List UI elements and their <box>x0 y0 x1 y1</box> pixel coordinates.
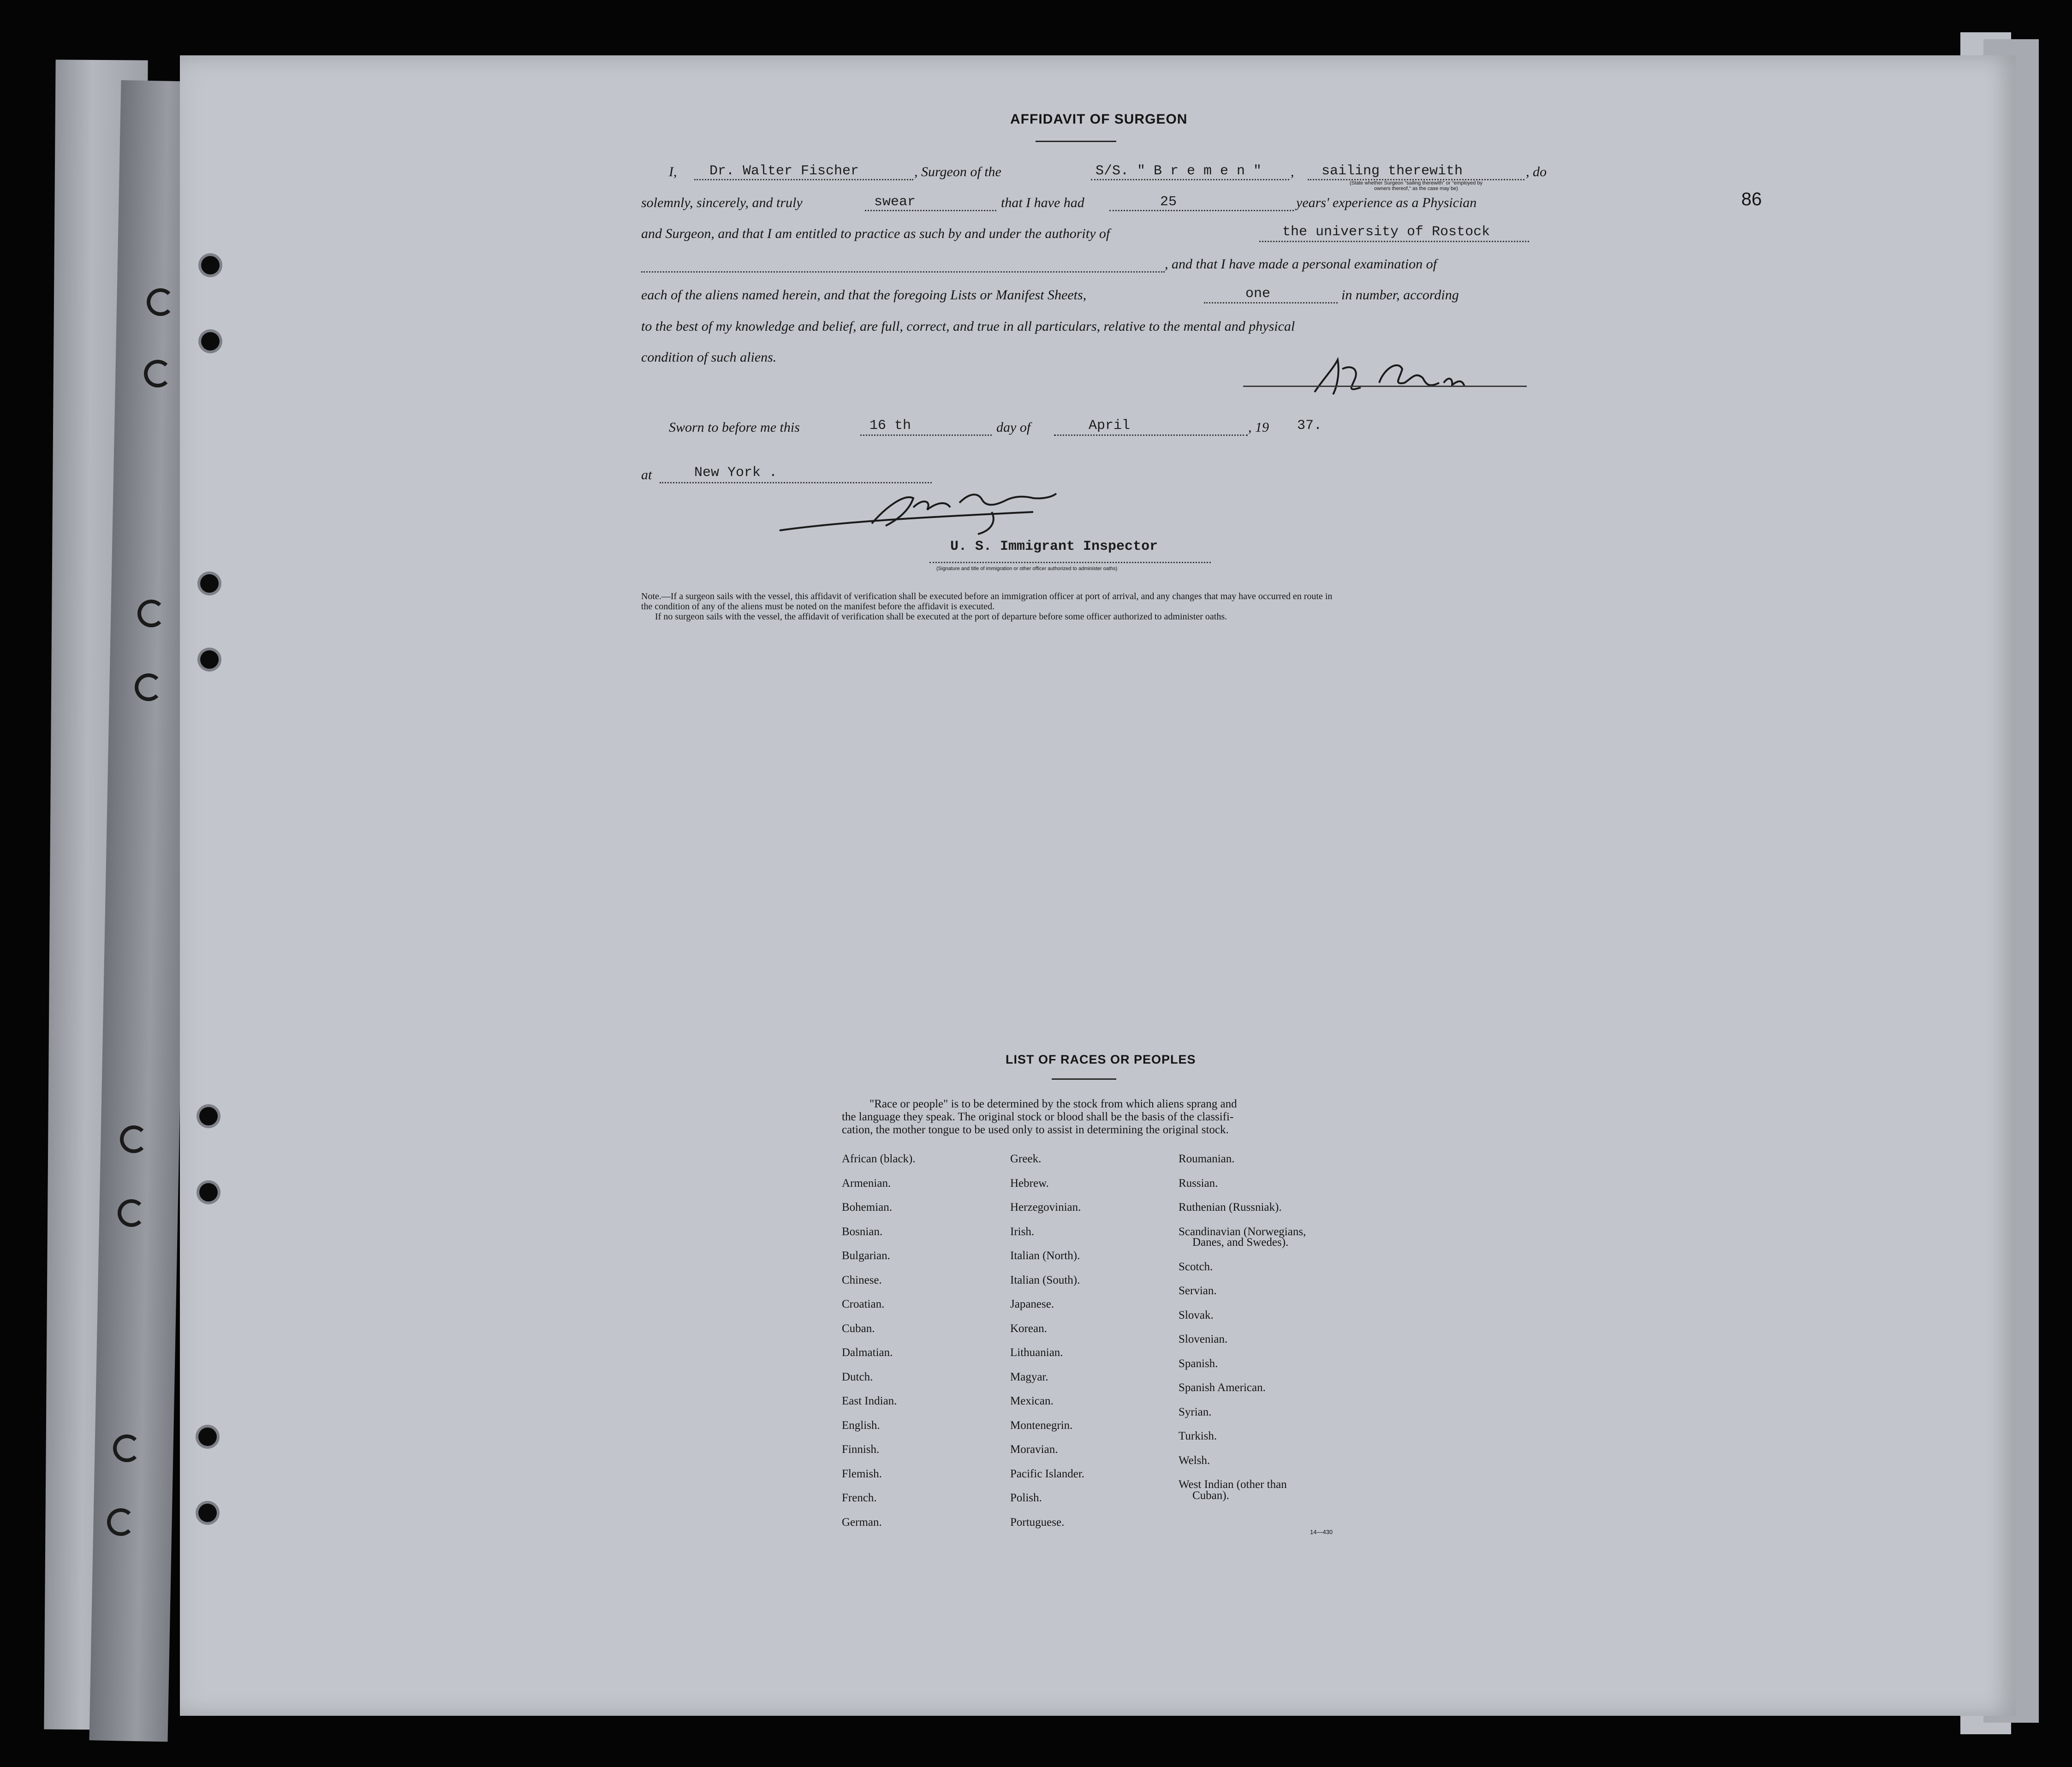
race-entry: Moravian. <box>1010 1443 1058 1456</box>
affidavit-text: , and that I have made a personal examination of <box>1165 256 1437 272</box>
race-entry: Hebrew. <box>1010 1177 1049 1190</box>
race-entry: Croatian. <box>842 1298 885 1310</box>
race-entry: Chinese. <box>842 1273 882 1286</box>
affidavit-text: years' experience as a Physician <box>1296 195 1477 210</box>
race-entry: Spanish American. <box>1179 1381 1266 1394</box>
affidavit-text: Sworn to before me this <box>669 420 800 435</box>
blank-line <box>1109 210 1294 211</box>
binder-hole <box>118 1199 145 1227</box>
authority: the university of Rostock <box>1282 224 1490 240</box>
race-entry: Mexican. <box>1010 1395 1054 1407</box>
race-entry: Russian. <box>1179 1177 1218 1190</box>
race-entry: West Indian (other than <box>1179 1478 1287 1491</box>
affidavit-text: , Surgeon of the <box>914 164 1001 179</box>
affidavit-text: , <box>1291 164 1294 179</box>
race-entry: Greek. <box>1010 1153 1042 1165</box>
ship-name: S/S. " B r e m e n " <box>1096 163 1262 179</box>
races-underline <box>1052 1078 1116 1080</box>
race-entry: Bohemian. <box>842 1201 893 1214</box>
affidavit-text: at <box>641 467 652 482</box>
race-entry: Polish. <box>1010 1492 1042 1504</box>
race-entry: East Indian. <box>842 1395 897 1407</box>
race-entry: Japanese. <box>1010 1298 1054 1310</box>
punch-hole <box>200 650 219 669</box>
inspector-signature <box>775 480 1089 535</box>
race-entry: Lithuanian. <box>1010 1346 1063 1359</box>
affidavit-text: day of <box>996 420 1031 435</box>
punch-hole <box>200 574 219 593</box>
race-entry: Slovenian. <box>1179 1333 1228 1346</box>
blank-line <box>929 562 1211 563</box>
races-intro: "Race or people" is to be determined by the stock from which aliens sprang and the language they speak. The original stock or blood shall be the basis of the classifi- cation, the mother tongue to be used only to assist in determining the original stock. <box>842 1098 1237 1136</box>
years-experience: 25 <box>1160 194 1177 210</box>
affidavit-text: , do <box>1526 164 1547 179</box>
punch-hole <box>198 1428 217 1446</box>
affidavit-text: in number, according <box>1341 287 1459 303</box>
race-entry: Bulgarian. <box>842 1249 890 1262</box>
race-entry: Dalmatian. <box>842 1346 893 1359</box>
race-entry: Dutch. <box>842 1370 873 1383</box>
blank-line <box>1259 241 1529 242</box>
binder-hole <box>120 1125 148 1153</box>
race-entry: Italian (North). <box>1010 1249 1080 1262</box>
inspector-caption: (Signature and title of immigration or other officer authorized to administer oaths) <box>936 566 1118 571</box>
race-entry: Montenegrin. <box>1010 1419 1073 1432</box>
sailing-status: sailing therewith <box>1322 163 1463 179</box>
race-entry: Korean. <box>1010 1322 1047 1335</box>
race-entry: Bosnian. <box>842 1225 883 1238</box>
affidavit-text: , 19 <box>1248 420 1269 435</box>
blank-line <box>1204 302 1338 303</box>
race-entry: Pacific Islander. <box>1010 1467 1085 1480</box>
race-entry: Magyar. <box>1010 1370 1048 1383</box>
surgeon-signature-line <box>1243 386 1527 387</box>
race-entry: Spanish. <box>1179 1357 1218 1370</box>
race-entry: Syrian. <box>1179 1405 1212 1418</box>
race-entry: Cuban). <box>1192 1489 1229 1502</box>
surgeon-name: Dr. Walter Fischer <box>709 163 859 179</box>
affidavit-note: Note.—If a surgeon sails with the vessel, this affidavit of verification shall be executed before an immigration officer at port of arrival, and any changes that may have occurred en route in the condition of any of the aliens must be noted on the manifest before the affidavit is executed. If no surgeon sails with the vessel, the affidavit of verification shall be executed at the port of departure before some officer authorized to administer oaths. <box>641 591 1333 622</box>
punch-hole <box>198 1504 217 1522</box>
race-entry: Welsh. <box>1179 1454 1210 1467</box>
affidavit-text: condition of such aliens. <box>641 350 777 365</box>
punch-hole <box>201 256 220 274</box>
blank-line <box>694 179 913 180</box>
punch-hole <box>201 332 220 351</box>
race-entry: French. <box>842 1492 877 1504</box>
blank-line <box>1091 179 1289 180</box>
blank-line <box>1054 434 1248 436</box>
race-entry: Armenian. <box>842 1177 891 1190</box>
race-entry: Ruthenian (Russniak). <box>1179 1201 1282 1214</box>
race-entry: Scandinavian (Norwegians, <box>1179 1225 1306 1238</box>
sworn-year: 37. <box>1297 418 1322 434</box>
race-entry: Finnish. <box>842 1443 880 1456</box>
sailing-note: (State whether Surgeon "sailing therewith" or "employed by owners thereof," as the case may be) <box>1349 180 1483 191</box>
race-entry: Portuguese. <box>1010 1516 1065 1529</box>
race-entry: Flemish. <box>842 1467 882 1480</box>
inspector-title: U. S. Immigrant Inspector <box>950 539 1158 554</box>
punch-hole <box>199 1107 218 1125</box>
punch-hole <box>199 1183 218 1202</box>
blank-line <box>641 271 1165 273</box>
race-entry: African (black). <box>842 1153 916 1165</box>
race-entry: German. <box>842 1516 882 1529</box>
binder-hole <box>144 360 172 387</box>
affidavit-text: that I have had <box>1001 195 1084 210</box>
race-entry: Cuban. <box>842 1322 875 1335</box>
race-entry: English. <box>842 1419 880 1432</box>
binder-hole <box>135 673 162 701</box>
sworn-day: 16 th <box>869 418 911 434</box>
sworn-place: New York . <box>694 465 778 481</box>
race-entry: Danes, and Swedes). <box>1192 1236 1289 1249</box>
form-code: 14—430 <box>1310 1529 1333 1535</box>
race-entry: Slovak. <box>1179 1309 1214 1321</box>
form-page <box>180 55 2016 1716</box>
binder-hole <box>107 1508 135 1536</box>
binder-hole <box>113 1434 141 1462</box>
race-entry: Herzegovinian. <box>1010 1201 1081 1214</box>
races-title: LIST OF RACES OR PEOPLES <box>1006 1053 1196 1066</box>
affidavit-title: AFFIDAVIT OF SURGEON <box>1010 112 1188 127</box>
race-entry: Servian. <box>1179 1285 1217 1297</box>
blank-line <box>860 434 992 436</box>
title-underline <box>1036 141 1116 142</box>
affidavit-text: I, <box>669 164 677 179</box>
sheet-count: one <box>1245 286 1271 302</box>
race-entry: Irish. <box>1010 1225 1035 1238</box>
race-entry: Scotch. <box>1179 1260 1213 1273</box>
affidavit-text: solemnly, sincerely, and truly <box>641 195 803 210</box>
affidavit-text: to the best of my knowledge and belief, are full, correct, and true in all particulars, relative to the mental and physical <box>641 319 1295 334</box>
blank-line <box>865 210 996 211</box>
affidavit-text: each of the aliens named herein, and that the foregoing Lists or Manifest Sheets, <box>641 287 1087 303</box>
binder-hole <box>147 288 174 316</box>
race-entry: Turkish. <box>1179 1430 1217 1443</box>
sworn-month: April <box>1089 418 1131 434</box>
page-number: 86 <box>1741 189 1762 209</box>
race-entry: Roumanian. <box>1179 1153 1235 1165</box>
race-entry: Italian (South). <box>1010 1273 1080 1286</box>
surgeon-signature <box>1305 351 1481 401</box>
affidavit-text: and Surgeon, and that I am entitled to practice as such by and under the authority of <box>641 226 1110 241</box>
binder-hole <box>137 600 165 627</box>
oath-type: swear <box>874 194 916 210</box>
